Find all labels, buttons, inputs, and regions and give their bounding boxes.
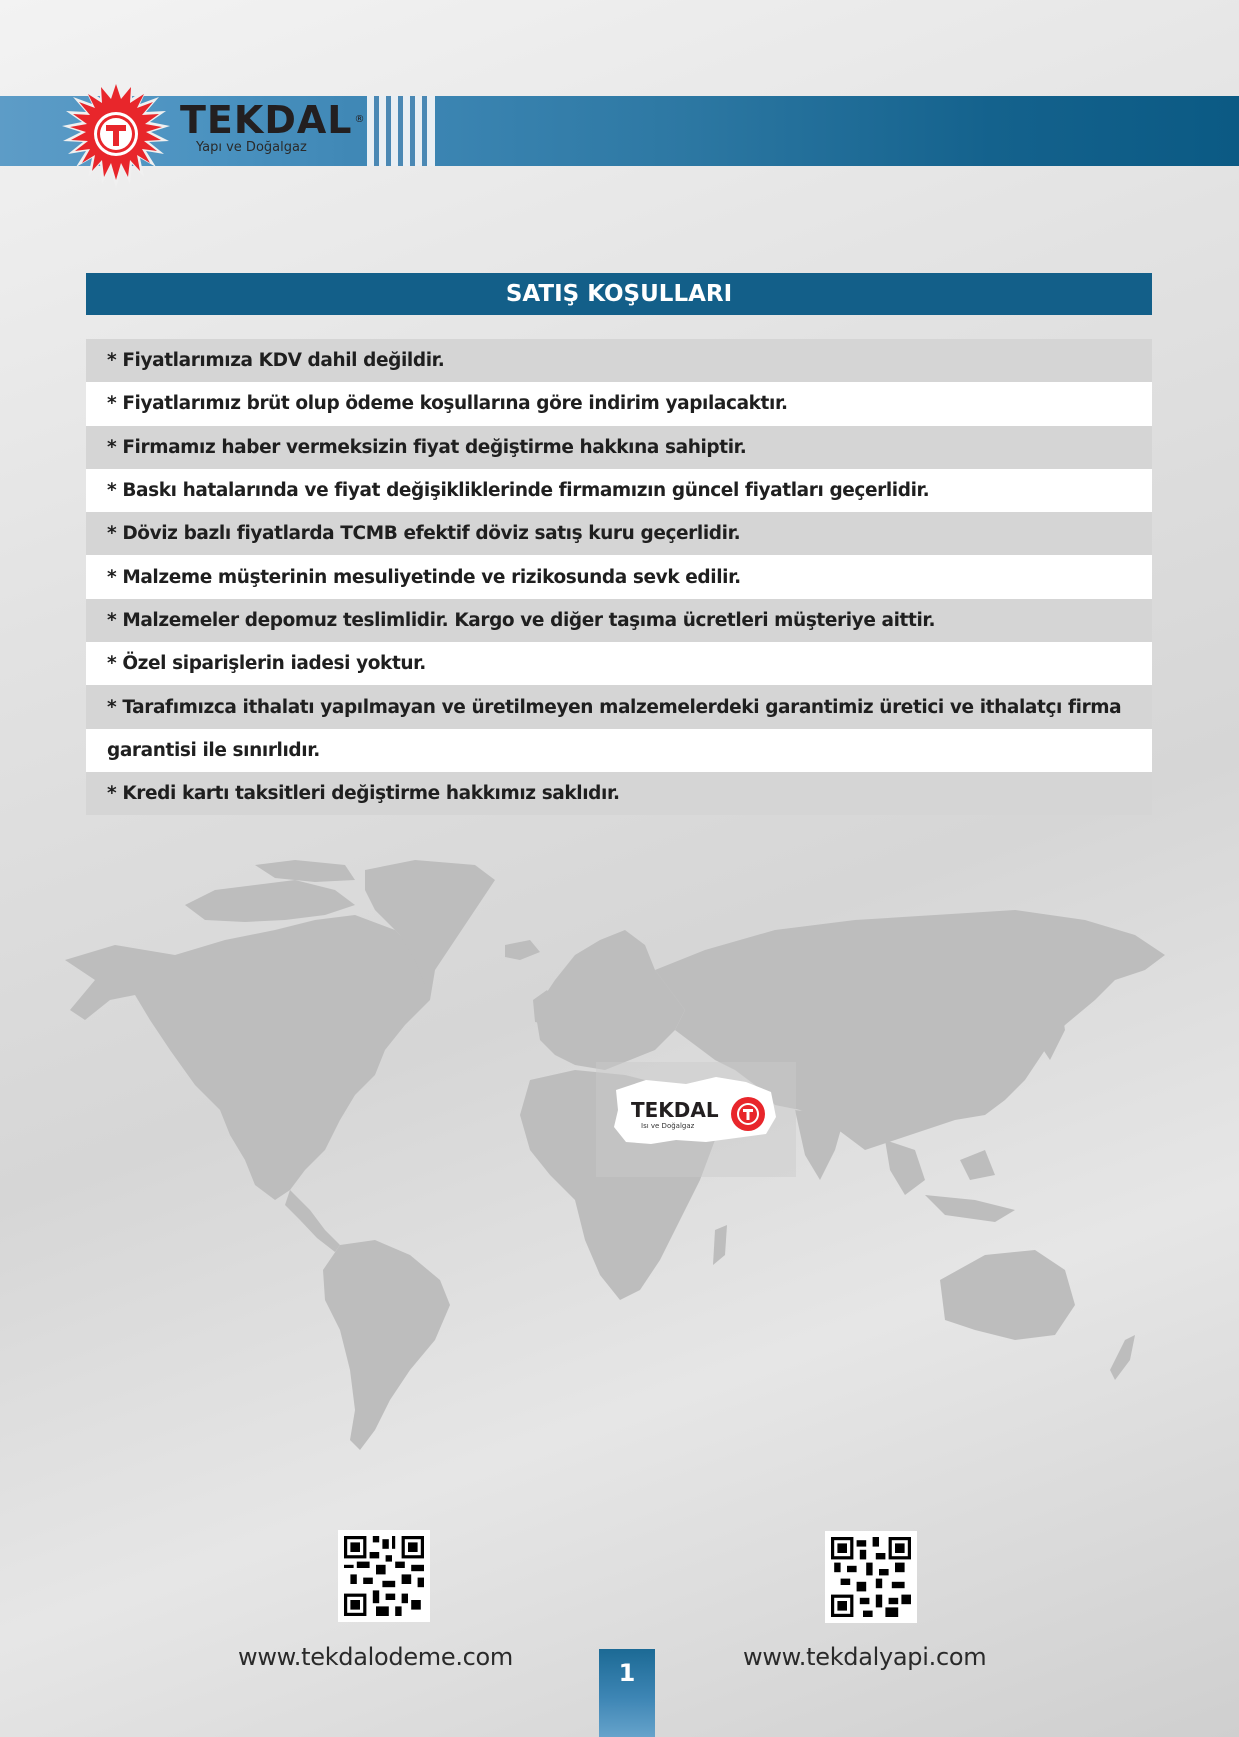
condition-row: * Kredi kartı taksitleri değiştirme hakkımız saklıdır. bbox=[86, 772, 1152, 815]
condition-row: * Malzeme müşterinin mesuliyetinde ve rizikosunda sevk edilir. bbox=[86, 555, 1152, 598]
sales-conditions-list bbox=[86, 339, 1152, 815]
svg-text:Isı ve Doğalgaz: Isı ve Doğalgaz bbox=[641, 1122, 695, 1130]
qr-code-icon bbox=[344, 1536, 424, 1616]
header-stripes bbox=[367, 96, 435, 166]
turkey-map-badge-icon bbox=[596, 1062, 796, 1177]
brand-subtitle: Yapı ve Doğalgaz bbox=[196, 140, 307, 155]
qr-code-tekdalodeme[interactable] bbox=[338, 1530, 430, 1622]
condition-row: * Fiyatlarımıza KDV dahil değildir. bbox=[86, 339, 1152, 382]
page-number: 1 bbox=[599, 1649, 655, 1737]
condition-row: garantisi ile sınırlıdır. bbox=[86, 729, 1152, 772]
page-title-text: SATIŞ KOŞULLARI bbox=[505, 281, 733, 307]
condition-row: * Tarafımızca ithalatı yapılmayan ve üretilmeyen malzemelerdeki garantimiz üretici ve ithalatçı firma bbox=[86, 685, 1152, 728]
footer-url-tekdalodeme[interactable]: www.tekdalodeme.com bbox=[238, 1643, 514, 1671]
qr-code-icon bbox=[831, 1537, 911, 1617]
condition-row: * Baskı hatalarında ve fiyat değişikliklerinde firmamızın güncel fiyatları geçerlidir. bbox=[86, 469, 1152, 512]
page-title bbox=[86, 273, 1152, 315]
condition-row: * Döviz bazlı fiyatlarda TCMB efektif döviz satış kuru geçerlidir. bbox=[86, 512, 1152, 555]
condition-row: * Firmamız haber vermeksizin fiyat değiştirme hakkına sahiptir. bbox=[86, 426, 1152, 469]
svg-text:TEKDAL: TEKDAL bbox=[631, 1098, 719, 1122]
condition-row: * Malzemeler depomuz teslimlidir. Kargo ve diğer taşıma ücretleri müşteriye aittir. bbox=[86, 599, 1152, 642]
qr-code-tekdalyapi[interactable] bbox=[825, 1531, 917, 1623]
brand-wordmark bbox=[180, 100, 366, 156]
condition-row: * Fiyatlarımız brüt olup ödeme koşullarına göre indirim yapılacaktır. bbox=[86, 382, 1152, 425]
tekdal-sun-logo-icon bbox=[56, 74, 176, 194]
footer-url-tekdalyapi[interactable]: www.tekdalyapi.com bbox=[743, 1643, 987, 1671]
brand-name: TEKDAL ® bbox=[180, 98, 366, 142]
condition-row: * Özel siparişlerin iadesi yoktur. bbox=[86, 642, 1152, 685]
